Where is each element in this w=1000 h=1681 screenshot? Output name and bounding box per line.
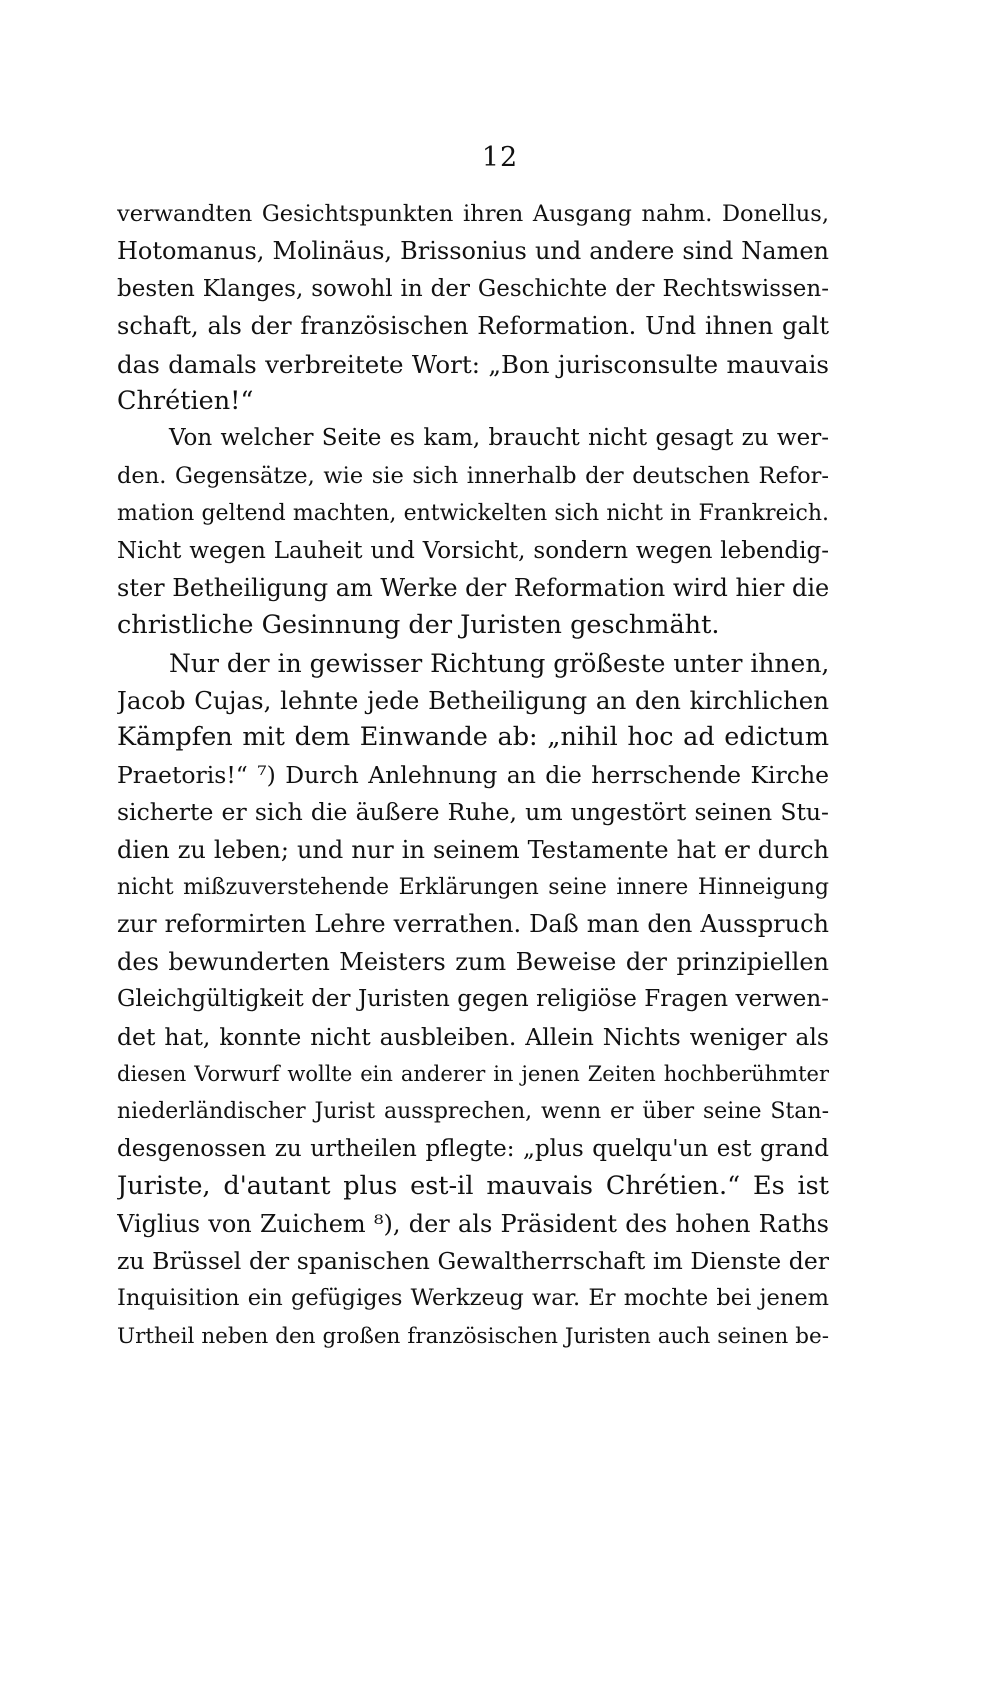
page-number: 12	[481, 142, 519, 173]
text-line: das damals verbreitete Wort: „Bon jurisconsulte mauvais	[117, 349, 829, 379]
text-line: Jacob Cujas, lehnte jede Betheiligung an den kirchlichen	[117, 686, 829, 716]
text-line: Nur der in gewisser Richtung größeste unter ihnen,	[169, 648, 829, 678]
text-line: mation geltend machten, entwickelten sich nicht in Frankreich.	[117, 501, 829, 527]
text-line: niederländischer Jurist aussprechen, wenn er über seine Stan-	[117, 1099, 829, 1125]
text-line: Hotomanus, Molinäus, Brissonius und andere sind Namen	[117, 237, 829, 266]
text-line: verwandten Gesichtspunkten ihren Ausgang nahm. Donellus,	[117, 201, 829, 227]
text-line: des bewunderten Meisters zum Beweise der prinzipiellen	[117, 947, 829, 976]
text-line: besten Klanges, sowohl in der Geschichte der Rechtswissen-	[117, 275, 829, 302]
text-line: zur reformirten Lehre verrathen. Daß man den Ausspruch	[117, 910, 829, 939]
text-line: Urtheil neben den großen französischen Juristen auch seinen be-	[117, 1323, 829, 1349]
text-line: Praetoris!“ ⁷) Durch Anlehnung an die herrschende Kirche	[117, 760, 829, 789]
text-line: Viglius von Zuichem ⁸), der als Präsident des hohen Raths	[117, 1209, 829, 1238]
text-line: Juriste, d'autant plus est-il mauvais Chrétien.“ Es ist	[117, 1171, 829, 1202]
text-line: Gleichgültigkeit der Juristen gegen religiöse Fragen verwen-	[117, 986, 829, 1013]
body-text	[117, 196, 829, 1355]
text-line: Von welcher Seite es kam, braucht nicht gesagt zu wer-	[169, 425, 829, 452]
text-line: Inquisition ein gefügiges Werkzeug war. Er mochte bei jenem	[117, 1285, 829, 1312]
text-line: nicht mißzuverstehende Erklärungen seine innere Hinneigung	[117, 875, 829, 901]
text-line: det hat, konnte nicht ausbleiben. Allein Nichts weniger als	[117, 1022, 829, 1051]
text-line: Nicht wegen Lauheit und Vorsicht, sondern wegen lebendig-	[117, 537, 829, 564]
text-line: desgenossen zu urtheilen pflegte: „plus quelqu'un est grand	[117, 1135, 829, 1162]
text-line: zu Brüssel der spanischen Gewaltherrschaft im Dienste der	[117, 1246, 829, 1275]
text-line: Kämpfen mit dem Einwande ab: „nihil hoc ad edictum	[117, 722, 829, 753]
text-line: schaft, als der französischen Reformation. Und ihnen galt	[117, 312, 829, 341]
text-line: christliche Gesinnung der Juristen geschmäht.	[117, 610, 720, 641]
text-line: Chrétien!“	[117, 385, 254, 416]
text-line: ster Betheiligung am Werke der Reformation wird hier die	[117, 573, 829, 602]
text-line: sicherte er sich die äußere Ruhe, um ungestört seinen Stu-	[117, 798, 829, 827]
text-line: den. Gegensätze, wie sie sich innerhalb der deutschen Refor-	[117, 462, 829, 489]
text-line: dien zu leben; und nur in seinem Testamente hat er durch	[117, 835, 829, 864]
text-line: diesen Vorwurf wollte ein anderer in jenen Zeiten hochberühmter	[117, 1061, 829, 1086]
